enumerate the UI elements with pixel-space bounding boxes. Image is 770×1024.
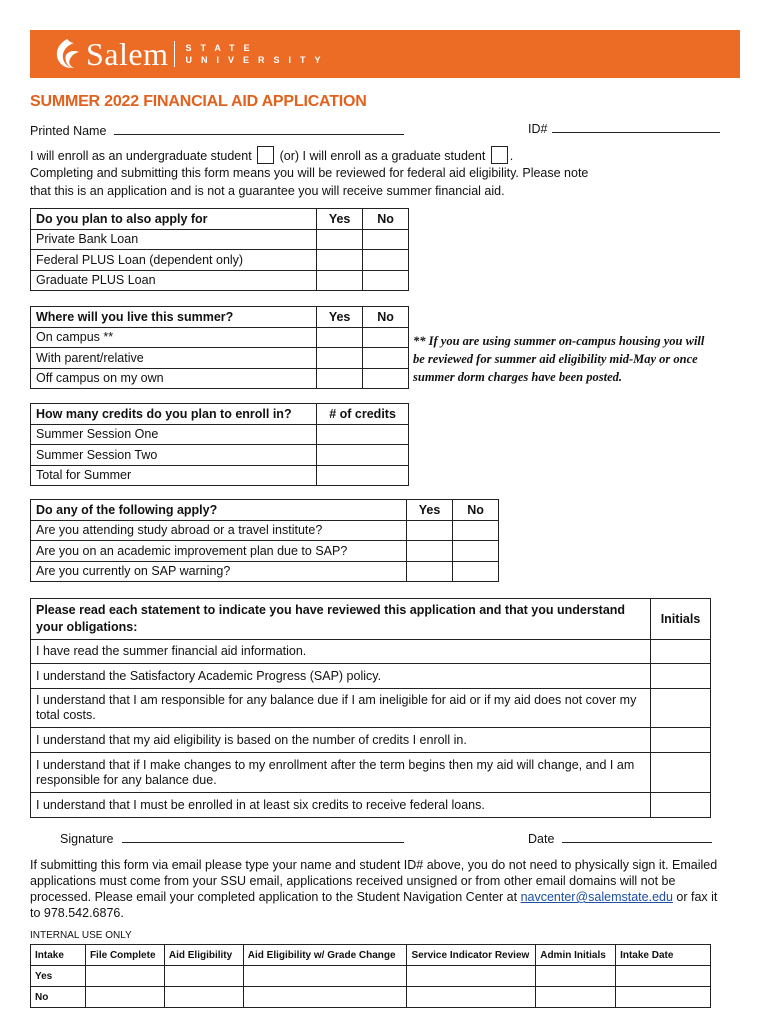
internal-col-intake-date: Intake Date [616,945,711,966]
housing-row-label: With parent/relative [31,348,317,369]
internal-cell[interactable] [243,966,407,987]
loans-row-label: Graduate PLUS Loan [31,270,317,291]
internal-cell[interactable] [85,966,164,987]
internal-cell[interactable] [616,987,711,1008]
id-label: ID# [528,122,548,136]
header-banner [30,30,740,78]
loans-row-no-cell[interactable] [363,250,409,271]
internal-cell[interactable] [243,987,407,1008]
initials-cell[interactable] [651,728,711,753]
credits-input-cell[interactable] [317,445,409,466]
instructions-text: If submitting this form via email please type your name and student ID# above, you do not need to physically sign it. Emailed applications must come from your SSU email, applications received unsigned or from other email domains will not be processed. Please email your completed application to the Student Navigation Center at [30,858,718,904]
credits-input-cell[interactable] [317,465,409,486]
apply-table [30,499,499,582]
brand-name: Salem [86,36,169,72]
housing-row-label: On campus ** [31,327,317,348]
grad-label: (or) I will enroll as a graduate student [279,149,486,163]
housing-row-no-cell[interactable] [363,368,409,389]
enrollment-row [30,146,513,164]
credits-column-header: # of credits [317,404,409,425]
apply-no-header: No [453,500,499,521]
internal-cell[interactable] [164,987,243,1008]
undergrad-label: I will enroll as an undergraduate student [30,149,252,163]
date-row [528,832,712,846]
intro-line-2: that this is an application and is not a guarantee you will receive summer financial aid. [30,184,505,198]
statement-row: I understand the Satisfactory Academic Progress (SAP) policy. [31,664,651,689]
credits-row-label: Total for Summer [31,465,317,486]
printed-name-row [30,124,404,138]
apply-row-label: Are you on an academic improvement plan due to SAP? [31,541,407,562]
housing-row-no-cell[interactable] [363,348,409,369]
signature-row [60,832,404,846]
internal-cell[interactable] [164,966,243,987]
statement-row: I have read the summer financial aid information. [31,640,651,664]
statement-row: I understand that I am responsible for any balance due if I am ineligible for aid or if my aid does not cover my total costs. [31,689,651,728]
internal-cell[interactable] [536,966,616,987]
apply-row-no-cell[interactable] [453,561,499,582]
enroll-period: . [509,149,514,163]
internal-col-admin-initials: Admin Initials [536,945,616,966]
fax-text: or fax it to 978.542.6876. [30,890,718,920]
instructions-paragraph [30,857,730,921]
internal-use-table [30,944,711,1008]
apply-row-no-cell[interactable] [453,541,499,562]
loans-row-no-cell[interactable] [363,229,409,250]
apply-row-no-cell[interactable] [453,520,499,541]
loans-yes-header: Yes [317,209,363,230]
housing-note: ** If you are using summer on-campus housing you will be reviewed for summer aid eligibility mid-May or once summer dorm charges have been posted. [413,334,705,384]
internal-col-intake: Intake [31,945,86,966]
internal-col-aid-eligibility-grade: Aid Eligibility w/ Grade Change [243,945,407,966]
credits-table [30,403,409,486]
apply-yes-header: Yes [407,500,453,521]
brand-sub-university: UNIVERSITY [185,55,330,65]
initials-cell[interactable] [651,640,711,664]
loans-row-yes-cell[interactable] [317,229,363,250]
housing-question: Where will you live this summer? [31,307,317,328]
initials-cell[interactable] [651,689,711,728]
initials-cell[interactable] [651,664,711,689]
internal-row-no: No [31,987,86,1008]
credits-question: How many credits do you plan to enroll in? [31,404,317,425]
internal-cell[interactable] [616,966,711,987]
housing-row-yes-cell[interactable] [317,368,363,389]
undergrad-checkbox[interactable] [257,146,274,164]
loans-row-label: Private Bank Loan [31,229,317,250]
loans-row-yes-cell[interactable] [317,250,363,271]
credits-input-cell[interactable] [317,424,409,445]
apply-row-yes-cell[interactable] [407,561,453,582]
initials-cell[interactable] [651,793,711,818]
signature-label: Signature [60,832,114,846]
housing-yes-header: Yes [317,307,363,328]
university-logo [52,35,330,73]
loans-row-no-cell[interactable] [363,270,409,291]
statement-row: I understand that I must be enrolled in at least six credits to receive federal loans. [31,793,651,818]
statement-row: I understand that if I make changes to my enrollment after the term begins then my aid will change, and I am responsible for any balance due. [31,753,651,793]
loans-row-label: Federal PLUS Loan (dependent only) [31,250,317,271]
apply-row-yes-cell[interactable] [407,541,453,562]
grad-checkbox[interactable] [491,146,508,164]
apply-row-label: Are you currently on SAP warning? [31,561,407,582]
page-title: SUMMER 2022 FINANCIAL AID APPLICATION [30,93,367,110]
internal-use-label: INTERNAL USE ONLY [30,930,132,941]
intro-line-1: Completing and submitting this form means you will be reviewed for federal aid eligibility. Please note [30,166,589,180]
internal-cell[interactable] [407,966,536,987]
brand-subtitle [185,42,329,66]
id-row [528,122,720,136]
apply-row-yes-cell[interactable] [407,520,453,541]
statements-header: Please read each statement to indicate you have reviewed this application and that you understand your obligations: [31,599,651,640]
brand-sub-state: STATE [185,43,259,53]
loans-row-yes-cell[interactable] [317,270,363,291]
housing-table [30,306,409,389]
initials-header: Initials [651,599,711,640]
internal-col-service-indicator: Service Indicator Review [407,945,536,966]
housing-row-no-cell[interactable] [363,327,409,348]
navcenter-email-link[interactable]: navcenter@salemstate.edu [520,890,673,904]
internal-cell[interactable] [536,987,616,1008]
logo-divider [174,41,175,67]
flame-logo-icon [52,37,82,71]
loans-question: Do you plan to also apply for [31,209,317,230]
housing-row-yes-cell[interactable] [317,327,363,348]
loans-no-header: No [363,209,409,230]
housing-row-yes-cell[interactable] [317,348,363,369]
internal-col-aid-eligibility: Aid Eligibility [164,945,243,966]
internal-cell[interactable] [85,987,164,1008]
credits-row-label: Summer Session Two [31,445,317,466]
initials-cell[interactable] [651,753,711,793]
internal-cell[interactable] [407,987,536,1008]
printed-name-input[interactable] [114,124,404,135]
internal-col-file-complete: File Complete [85,945,164,966]
id-input[interactable] [552,122,720,133]
apply-row-label: Are you attending study abroad or a travel institute? [31,520,407,541]
statement-row: I understand that my aid eligibility is based on the number of credits I enroll in. [31,728,651,753]
credits-row-label: Summer Session One [31,424,317,445]
statements-table [30,598,711,818]
housing-row-label: Off campus on my own [31,368,317,389]
housing-no-header: No [363,307,409,328]
apply-question: Do any of the following apply? [31,500,407,521]
date-input[interactable] [562,832,712,843]
signature-input[interactable] [122,832,404,843]
loans-table [30,208,409,291]
internal-row-yes: Yes [31,966,86,987]
date-label: Date [528,832,555,846]
printed-name-label: Printed Name [30,124,107,138]
